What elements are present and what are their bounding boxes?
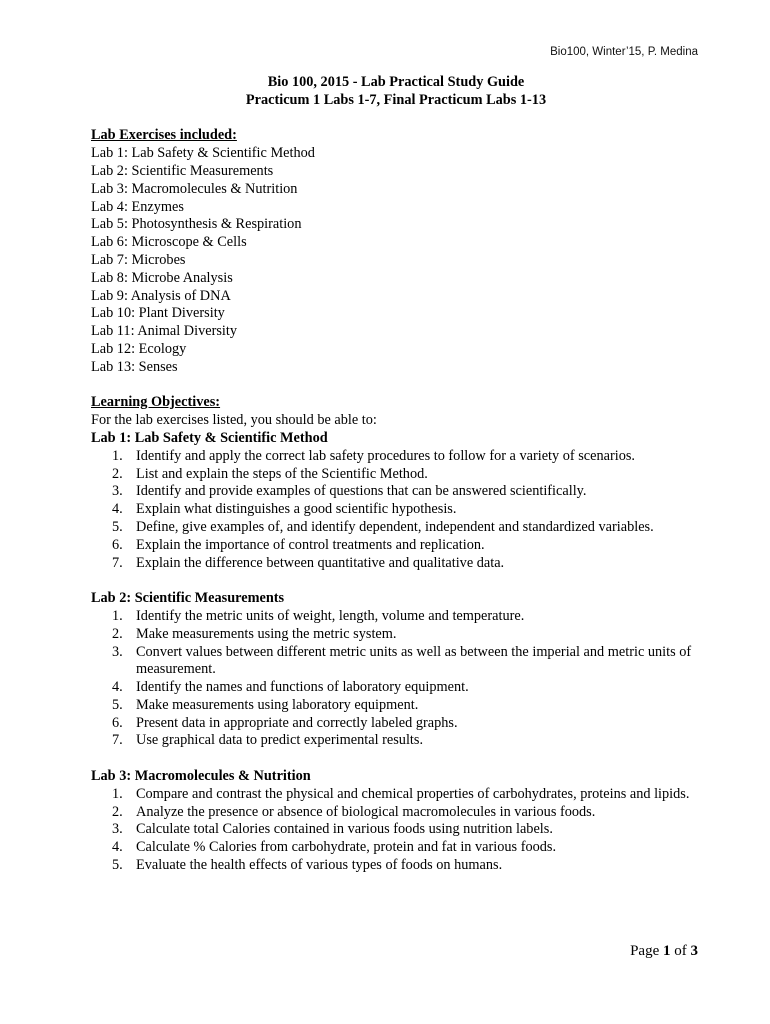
lab-exercise-item: Lab 7: Microbes <box>91 251 186 268</box>
objective-number: 5. <box>112 857 123 874</box>
objective-number: 2. <box>112 803 123 820</box>
lab-exercise-item: Lab 10: Plant Diversity <box>91 305 225 322</box>
learning-objectives-section <box>91 394 701 875</box>
objective-text: Explain the importance of control treatments and replication. <box>136 536 485 553</box>
lab-objectives-block <box>91 430 701 572</box>
objective-item <box>91 715 701 733</box>
objective-item <box>91 644 701 680</box>
objective-number: 6. <box>112 714 123 731</box>
lab-objectives-title: Lab 2: Scientific Measurements <box>91 590 285 607</box>
total-pages-number: 3 <box>690 943 698 959</box>
objective-item <box>91 466 701 484</box>
lab-exercise-item: Lab 1: Lab Safety & Scientific Method <box>91 145 315 162</box>
lab-objectives-title: Lab 3: Macromolecules & Nutrition <box>91 768 311 785</box>
objective-text: Identify and provide examples of questions that can be answered scientifically. <box>136 483 587 500</box>
page-footer <box>630 943 698 960</box>
objective-list <box>91 608 701 750</box>
objective-number: 6. <box>112 536 123 553</box>
objective-item <box>91 501 701 519</box>
objective-item <box>91 519 701 537</box>
objective-number: 5. <box>112 518 123 535</box>
page-label: Page <box>630 943 660 959</box>
spacer <box>91 110 701 128</box>
lab-exercises-heading: Lab Exercises included: <box>91 127 237 144</box>
objective-text: Calculate % Calories from carbohydrate, protein and fat in various foods. <box>136 839 557 856</box>
title-line-2: Practicum 1 Labs 1-7, Final Practicum Labs 1-13 <box>245 91 547 108</box>
lab-objectives-title: Lab 1: Lab Safety & Scientific Method <box>91 429 328 446</box>
objective-text: Identify the metric units of weight, length, volume and temperature. <box>136 607 525 624</box>
objective-item <box>91 555 701 573</box>
objective-item <box>91 537 701 555</box>
objective-text: Use graphical data to predict experimental results. <box>136 732 424 749</box>
learning-objectives-intro: For the lab exercises listed, you should be able to: <box>91 412 377 429</box>
lab-exercise-item: Lab 8: Microbe Analysis <box>91 269 233 286</box>
objective-text: Explain the difference between quantitative and qualitative data. <box>136 554 505 571</box>
spacer <box>91 572 701 590</box>
current-page-number: 1 <box>663 943 671 959</box>
lab-exercise-item: Lab 3: Macromolecules & Nutrition <box>91 180 298 197</box>
objective-number: 1. <box>112 447 123 464</box>
objective-number: 3. <box>112 643 123 660</box>
document-title <box>91 74 701 110</box>
lab-exercise-item: Lab 11: Animal Diversity <box>91 323 237 340</box>
learning-objectives-heading: Learning Objectives: <box>91 394 221 411</box>
objective-number: 5. <box>112 696 123 713</box>
objective-item <box>91 697 701 715</box>
objective-item <box>91 786 701 804</box>
lab-exercise-item: Lab 4: Enzymes <box>91 198 184 215</box>
spacer <box>91 750 701 768</box>
objective-text: Define, give examples of, and identify dependent, independent and standardized variables. <box>136 518 654 535</box>
lab-objectives-block <box>91 590 701 750</box>
objective-number: 4. <box>112 679 123 696</box>
objective-number: 2. <box>112 625 123 642</box>
lab-exercise-item: Lab 5: Photosynthesis & Respiration <box>91 216 302 233</box>
objective-list <box>91 448 701 573</box>
objective-text: Make measurements using the metric system. <box>136 625 397 642</box>
objective-item <box>91 804 701 822</box>
of-label: of <box>674 943 687 959</box>
lab-objectives-block <box>91 768 701 875</box>
lab-exercises-section <box>91 127 701 376</box>
objective-number: 7. <box>112 732 123 749</box>
lab-exercise-item: Lab 6: Microscope & Cells <box>91 234 247 251</box>
objective-text: Identify the names and functions of laboratory equipment. <box>136 679 469 696</box>
objective-item <box>91 821 701 839</box>
objective-number: 3. <box>112 821 123 838</box>
lab-exercise-item: Lab 13: Senses <box>91 358 178 375</box>
objective-item <box>91 679 701 697</box>
objective-text: Evaluate the health effects of various types of foods on humans. <box>136 857 503 874</box>
objective-item <box>91 448 701 466</box>
objective-number: 1. <box>112 785 123 802</box>
lab-exercise-item: Lab 12: Ecology <box>91 340 187 357</box>
objective-number: 7. <box>112 554 123 571</box>
objective-text: Identify and apply the correct lab safety procedures to follow for a variety of scenarios. <box>136 447 636 464</box>
objective-list <box>91 786 701 875</box>
objective-number: 1. <box>112 607 123 624</box>
objective-text: Present data in appropriate and correctly labeled graphs. <box>136 714 458 731</box>
objective-item <box>91 732 701 750</box>
objective-number: 2. <box>112 465 123 482</box>
title-line-1: Bio 100, 2015 - Lab Practical Study Guide <box>267 74 525 90</box>
objective-number: 4. <box>112 501 123 518</box>
objective-number: 3. <box>112 483 123 500</box>
objective-text: Calculate total Calories contained in various foods using nutrition labels. <box>136 821 553 838</box>
spacer <box>91 377 701 395</box>
lab-exercises-list <box>91 145 701 376</box>
document-body <box>91 74 701 875</box>
objective-item <box>91 857 701 875</box>
lab-exercise-item: Lab 9: Analysis of DNA <box>91 287 231 304</box>
objective-text: Compare and contrast the physical and chemical properties of carbohydrates, proteins and lipids. <box>136 785 690 802</box>
lab-exercise-item: Lab 2: Scientific Measurements <box>91 162 274 179</box>
objective-text: Analyze the presence or absence of biological macromolecules in various foods. <box>136 803 596 820</box>
objectives-container <box>91 430 701 875</box>
course-info: Bio100, Winter’15, P. Medina <box>550 46 698 58</box>
objective-item <box>91 608 701 626</box>
objective-number: 4. <box>112 839 123 856</box>
objective-text: Make measurements using laboratory equipment. <box>136 696 419 713</box>
objective-text: Explain what distinguishes a good scientific hypothesis. <box>136 501 457 518</box>
page-header <box>550 46 698 58</box>
objective-text: Convert values between different metric units as well as between the imperial and metric units of measurement. <box>136 643 692 678</box>
objective-item <box>91 483 701 501</box>
objective-item <box>91 839 701 857</box>
objective-text: List and explain the steps of the Scientific Method. <box>136 465 428 482</box>
objective-item <box>91 626 701 644</box>
